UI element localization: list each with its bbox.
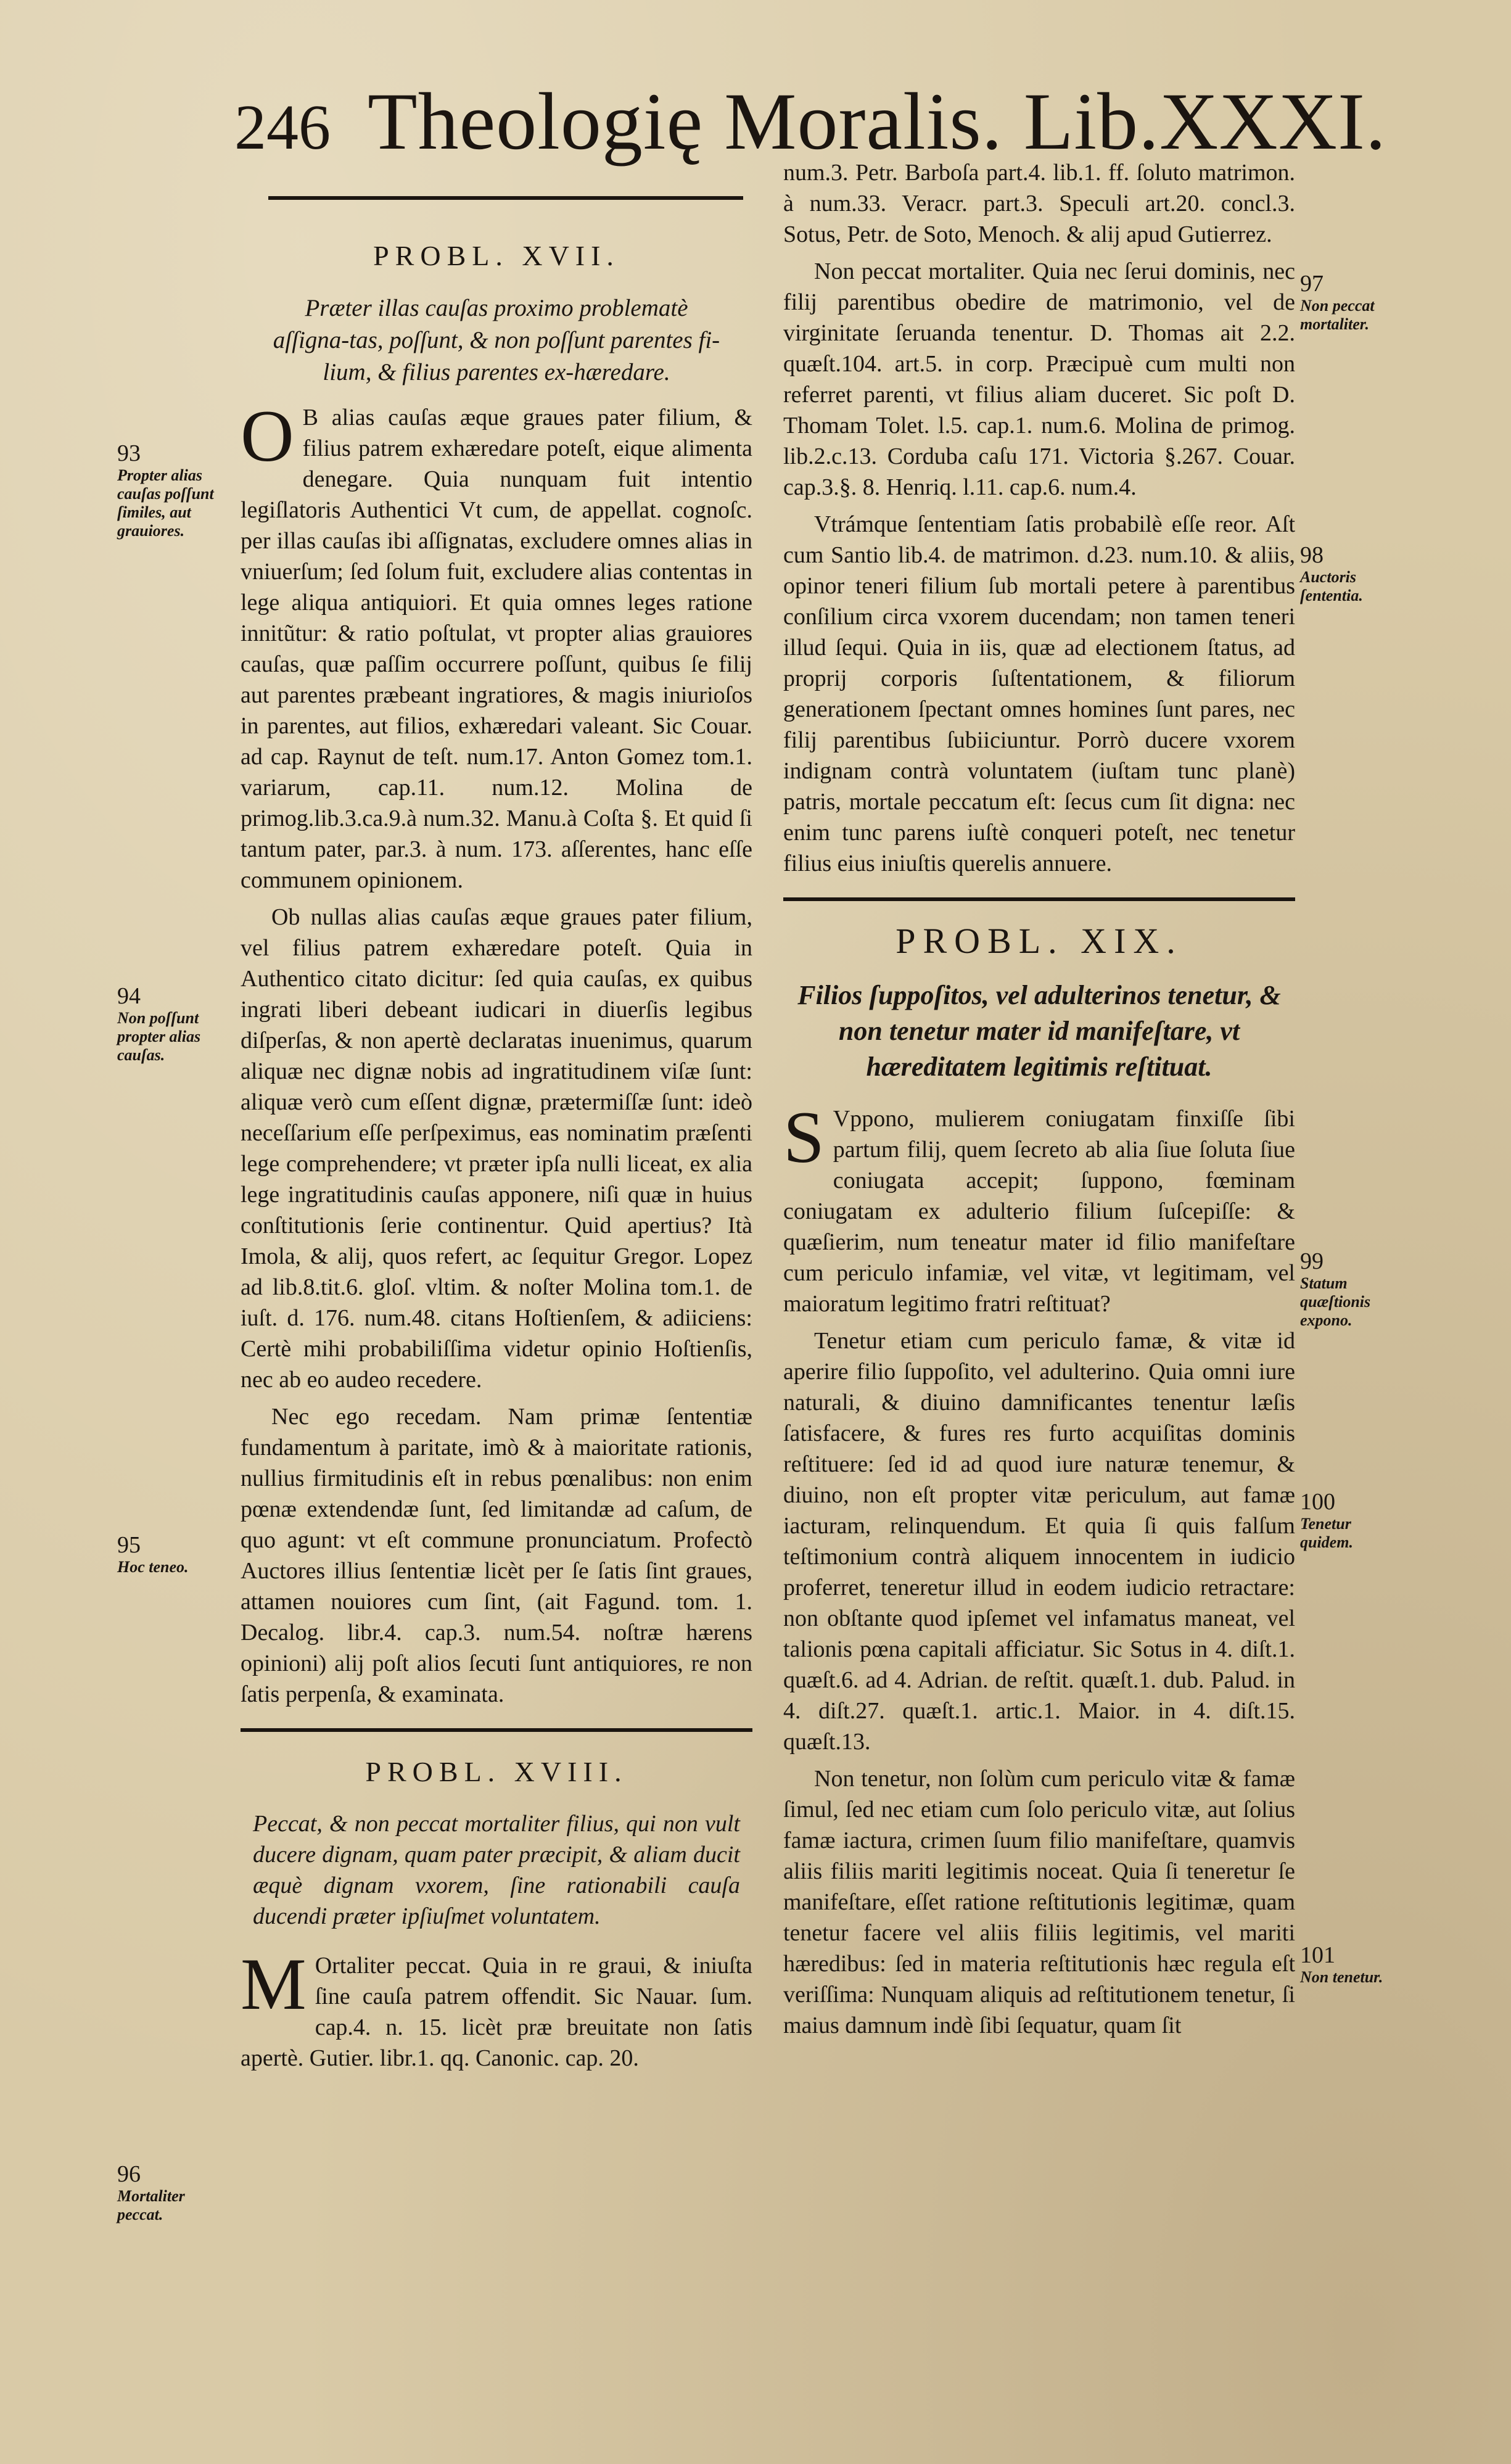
paragraph-99-text: Vppono, mulierem coniugatam finxiſſe ſibi partum filij, quem ſecreto ab alia ſiue ſoluta ſiue coniugata accepit; ſuppono, fœminam coniugatam ex adulterio filium ſuſcepiſſe: & quæſierim, num teneatur mater id filio manifeſtare cum periculo infamiæ, vel vitæ, vt legitimam, vel maioratum legitimo fratri reſtituat? <box>783 1106 1295 1317</box>
probl-19-title: PROBL. XIX. <box>895 921 1183 961</box>
margin-text-95: Hoc teneo. <box>117 1558 189 1576</box>
margin-note-94 <box>117 983 216 1065</box>
paragraph-98: Vtrámque ſententiam ſatis probabilè eſſe reor. Aſt cum Santio lib.4. de matrimon. d.23. num.10. & aliis, opinor teneri filium ſub mortali petere à parentibus conſilium circa vxorem ducendam; non tamen teneri illud ſequi. Quia in iis, quæ ad electionem ſtatus, ad proprij corporis ſuſtentationem, & filiorum generationem ſpectant omnes homines ſunt pares, nec filij parentibus ſubiiciuntur. Porrò ducere vxorem indignam contrà voluntatem (iuſtam tunc planè) patris, mortale peccatum eſt: ſecus cum ſit digna: nec enim tunc parens iuſtè conqueri poteſt, nec tenetur filius eius iniuſtis querelis annuere. <box>783 511 1295 876</box>
margin-text-100: Tenetur quidem. <box>1300 1515 1353 1551</box>
paragraph-101: Non tenetur, non ſolùm cum periculo vitæ & famæ ſimul, ſed nec etiam cum ſolo periculo vitæ, aut ſolius famæ iactura, crimen ſuum filio manifeſtare, quamvis aliis filiis mariti legitimis noceat. Quia ſi teneretur ſe manifeſtare, eſſet ratione reſtitutionis legitimæ, quam tenetur facere vel aliis filiis legitimis, vel mariti hæredibus: ſed in materia reſtitutionis hæc regula eſt veriſſima: Nunquam aliquis ad reſtitutionem tenetur, ſi maius damnum indè ſibi ſequatur, quam ſit <box>783 1766 1295 2038</box>
paragraph-93-text: B alias cauſas æque graues pater filium, & filius patrem exhæredare poteſt, eique alimenta denegare. Quia nunquam fuit intentio legiſlatoris Authentici Vt cum, de appellat. cognoſc. per illas cauſas ibi aſſignatas, excludere omnes alias in vniuerſum; ſed ſolum fuit, excludere alias contentas in lege aliqua antiquiori. Et quia omnes leges ratione innitũtur: & ratio poſtulat, vt propter alias grauiores cauſas, quæ paſſim occurrere poſſunt, quibus ſe filij aut parentes præbeant ingratiores, & magis iniurioſos in parentes, aut filios, exhæredari valeant. Sic Couar. ad cap. Raynut de teſt. num.17. Anton Gomez tom.1. variarum, cap.11. num.12. Molina de primog.lib.3.ca.9.à num.32. Manu.à Coſta §. Et quid ſi tantum pater, par.3. à num. 173. aſſerentes, hanc eſſe communem opinionem. <box>241 405 752 893</box>
running-title: Theologię Moralis. Lib.XXXI. <box>368 76 1387 167</box>
margin-text-101: Non tenetur. <box>1300 1968 1383 1986</box>
margin-number-101: 101 <box>1300 1942 1335 1968</box>
paragraph-95: Nec ego recedam. Nam primæ ſententiæ fundamentum à paritate, imò & à maioritate rationis, nullius firmitudinis eſt in rebus pœnalibus: non enim pœnæ extendendæ ſunt, ſed limitandæ ad caſum, de quo agunt: vt eſt commune pronunciatum. Profectò Auctores illius ſententiæ licèt per ſe ſatis ſint graues, attamen nouiores cum ſint, (ait Fagund. tom. 1. Decalog. libr.4. cap.3. num.54. noſtræ hærens opinioni) alij poſt alios ſecuti ſunt antiquiores, re non ſatis perpenſa, & examinata. <box>241 1404 752 1707</box>
margin-note-95 <box>117 1532 216 1576</box>
paragraph-96-text: Ortaliter peccat. Quia in re graui, & iniuſta ſine cauſa patrem offendit. Sic Nauar. ſum. cap.4. n. 15. licèt præ breuitate non ſatis apertè. Gutier. libr.1. qq. Canonic. cap. 20. <box>241 1953 752 2071</box>
margin-note-93 <box>117 440 216 540</box>
margin-note-100 <box>1300 1489 1399 1552</box>
margin-text-98: Auctoris ſententia. <box>1300 568 1363 604</box>
margin-number-97: 97 <box>1300 271 1324 297</box>
paragraph-97: Non peccat mortaliter. Quia nec ſerui dominis, nec filij parentibus obedire de matrimonio, vel de virginitate ſeruanda tenentur. D. Thomas ait 2.2. quæſt.104. art.5. in corp. Præcipuè cum multi non referret parenti, vt filius aliam duceret. Sic poſt D. Thomam Tolet. l.5. cap.1. num.6. Molina de primog. lib.2.c.13. Corduba caſu 171. Victoria §.267. Couar. cap.3.§. 8. Henriq. l.11. cap.6. num.4. <box>783 258 1295 500</box>
margin-note-99 <box>1300 1248 1399 1330</box>
paragraph-continued: num.3. Petr. Barboſa part.4. lib.1. ff. ſoluto matrimon. à num.33. Veracr. part.3. Speculi art.20. concl.3. Sotus, Petr. de Soto, Menoch. & alij apud Gutierrez. <box>783 160 1295 247</box>
margin-text-99: Statum quæſtionis expono. <box>1300 1274 1371 1329</box>
section-rule-right <box>783 897 1295 901</box>
paragraph-100: Tenetur etiam cum periculo famæ, & vitæ id aperire filio ſuppoſito, vel adulterino. Quia omni iure naturali, & diuino damnificantes tenentur læſis ſatisfacere, & fures res furto acquiſitas dominis reſtituere: ſed id ad quod iure naturæ tenemur, & diuino, non eſt propter vitæ periculum, aut famæ iacturam, relinquendum. Et quia ſi quis falſum teſtimonium contrà aliquem innocentem in iudicio proferret, teneretur illud in eodem iudicio retractare: non obſtante quod ipſemet vel infamatus maneat, vel talionis pœna capitali afficiatur. Sic Sotus in 4. diſt.1. quæſt.6. ad 4. Adrian. de reſtit. quæſt.1. dub. Palud. in 4. diſt.27. quæſt.1. artic.1. Maior. in 4. diſt.15. quæſt.13. <box>783 1328 1295 1755</box>
drop-cap-m: M <box>241 1943 307 2025</box>
paragraph-93 <box>241 395 752 896</box>
margin-number-93: 93 <box>117 440 141 466</box>
margin-note-101 <box>1300 1942 1399 1987</box>
page-number: 246 <box>234 92 331 163</box>
margin-note-98 <box>1300 542 1399 605</box>
margin-text-97: Non peccat mortaliter. <box>1300 297 1375 333</box>
margin-number-100: 100 <box>1300 1489 1335 1515</box>
left-column <box>241 216 752 2080</box>
margin-number-98: 98 <box>1300 542 1324 568</box>
margin-number-99: 99 <box>1300 1248 1324 1274</box>
margin-note-96 <box>117 2161 216 2224</box>
drop-cap-s: S <box>783 1096 825 1178</box>
right-column <box>783 157 1295 2047</box>
probl-17-title: PROBL. XVII. <box>373 240 620 271</box>
paragraph-99 <box>783 1096 1295 1319</box>
margin-note-97 <box>1300 271 1399 334</box>
drop-cap-o: O <box>241 395 294 477</box>
section-rule <box>241 1728 752 1732</box>
margin-number-96: 96 <box>117 2161 141 2187</box>
margin-number-94: 94 <box>117 983 141 1009</box>
probl-19-summary: Filios ſuppoſitos, vel adulterinos tenetur, & non tenetur mater id manifeſtare, vt hæreditatem legitimis reſtituat. <box>797 980 1281 1082</box>
probl-18-summary: Peccat, & non peccat mortaliter filius, qui non vult ducere dignam, quam pater præcipit, & aliam ducit æquè dignam vxorem, ſine rationabili cauſa ducendi præter ipſiuſmet voluntatem. <box>253 1811 740 1929</box>
paragraph-96 <box>241 1943 752 2074</box>
probl-18-title: PROBL. XVIII. <box>365 1756 628 1787</box>
paragraph-94: Ob nullas alias cauſas æque graues pater filium, vel filius patrem exhæredare poteſt. Quia in Authentico citato dicitur: ſed quia cauſas, ex quibus ingrati liberi debeant iudicari in diuerſis legibus diſperſas, & non apertè declaratas inuenimus, quarum aliquæ nec dignæ nobis ad ingratitudinem viſæ ſunt: aliquæ verò cum eſſent dignæ, prætermiſſæ ſunt: ideò neceſſarium eſſe perſpeximus, eas nominatim præſenti lege comprehendere; vt præter ipſa nulli liceat, ex alia lege ingratitudinis cauſas apponere, niſi quæ in huius conſtitutionis ſerie continentur. Quid apertius? Ità Imola, & alij, quos refert, ac ſequitur Gregor. Lopez ad lib.8.tit.6. gloſ. vltim. & noſter Molina tom.1. de iuſt. d. 176. num.48. citans Hoſtienſem, & adiiciens: Certè mihi probabiliſſima videtur opinio Hoſtienſis, nec ab eo audeo recedere. <box>241 904 752 1393</box>
margin-text-96: Mortaliter peccat. <box>117 2187 185 2223</box>
margin-number-95: 95 <box>117 1532 141 1558</box>
top-rule-left <box>268 196 743 200</box>
margin-text-93: Propter alias cauſas poſſunt ſimiles, aut grauiores. <box>117 466 214 540</box>
probl-17-summary: Præter illas cauſas proximo problematè aſſigna-tas, poſſunt, & non poſſunt parentes fi-lium, & filius parentes ex-hæredare. <box>273 295 720 385</box>
page-header <box>234 74 1386 167</box>
margin-text-94: Non poſſunt propter alias cauſas. <box>117 1009 201 1064</box>
